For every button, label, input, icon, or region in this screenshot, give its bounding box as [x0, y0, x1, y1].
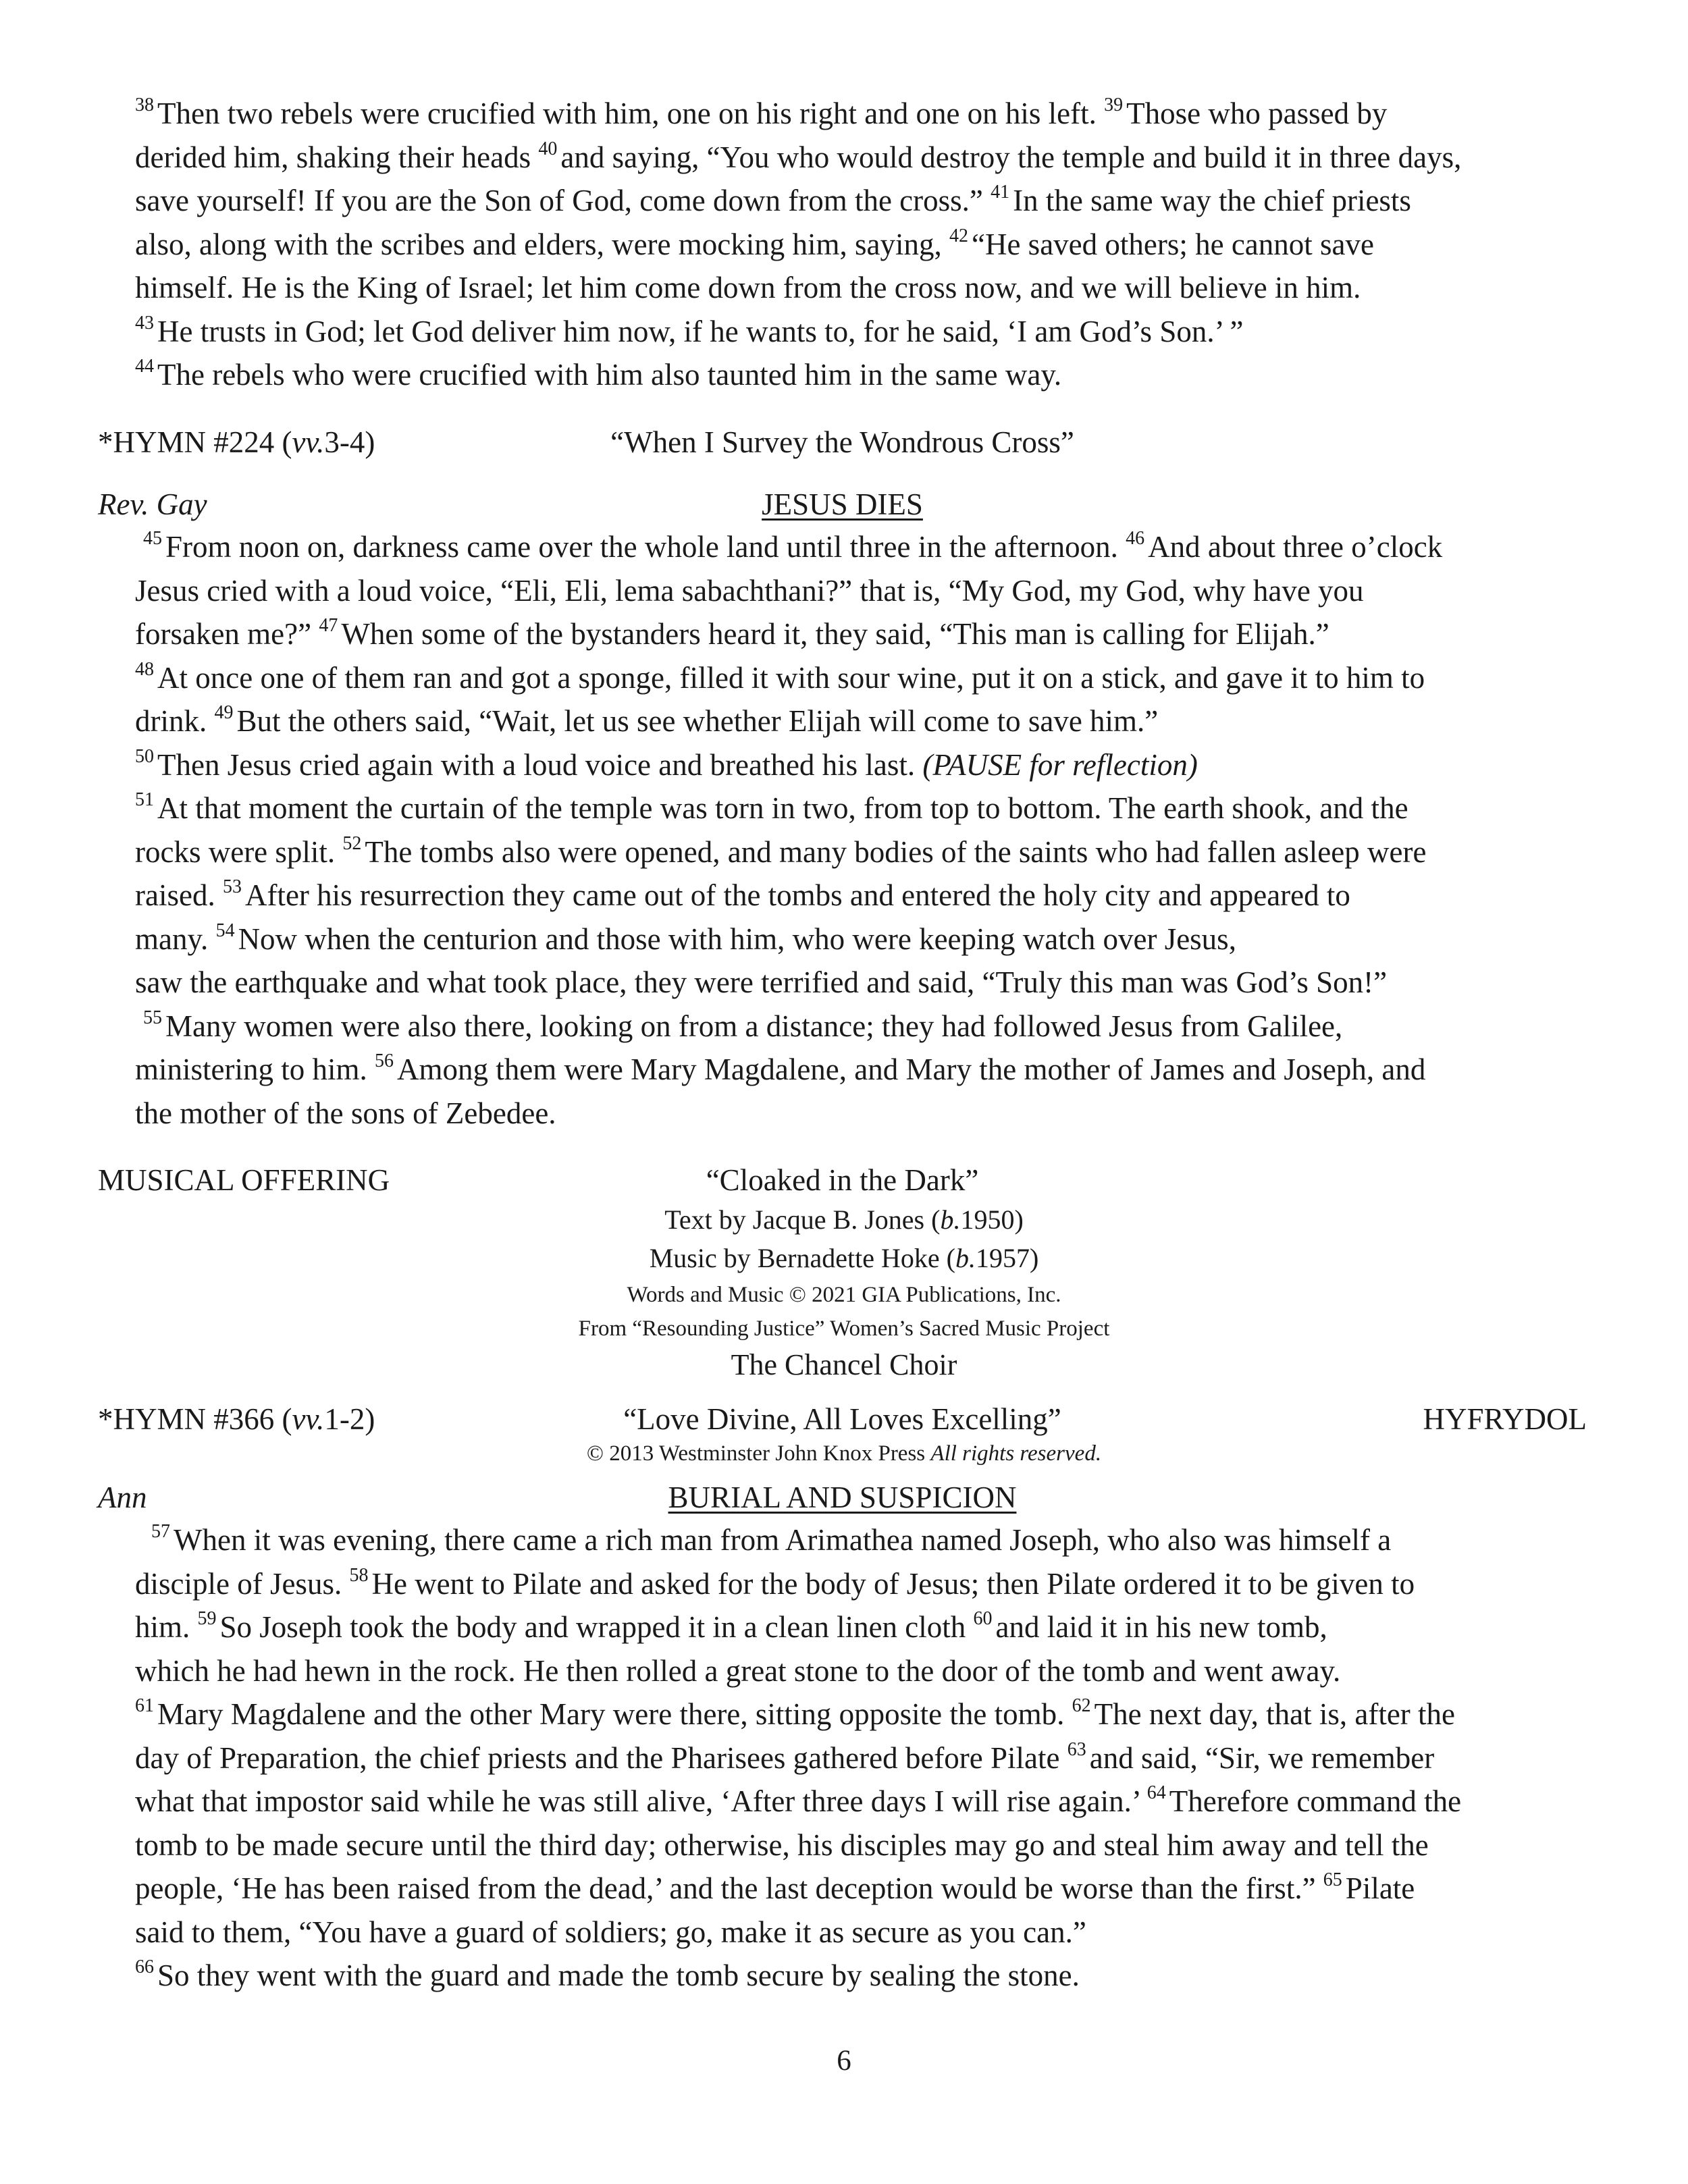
verse-line [135, 1780, 1461, 1823]
verse-line [135, 1649, 1340, 1693]
verse-text: people, ‘He has been raised from the dead,’ and the last deception would be worse than the first.” [135, 1871, 1323, 1905]
verse-text: When some of the bystanders heard it, they said, “This man is calling for Elijah.” [341, 617, 1329, 651]
verse-number: 66 [135, 1956, 154, 1977]
verse-text: drink. [135, 704, 215, 738]
verse-line [135, 92, 1387, 136]
verse-number: 64 [1146, 1782, 1166, 1803]
verse-text: the mother of the sons of Zebedee. [135, 1096, 556, 1130]
verse-line [135, 656, 1425, 700]
verse-number: 60 [973, 1608, 993, 1629]
verse-number: 48 [135, 658, 154, 680]
verse-line [135, 1048, 1425, 1092]
verse-line [135, 569, 1364, 613]
verse-number: 47 [319, 615, 338, 636]
verse-text: rocks were split. [135, 834, 343, 869]
verse-line [135, 1693, 1455, 1736]
verse-number: 51 [135, 789, 154, 810]
verse-text: and saying, “You who would destroy the temple and build it in three days, [560, 140, 1462, 174]
hymn-366-title: “Love Divine, All Loves Excelling” [623, 1402, 1061, 1436]
hymn-366-copyright: © 2013 Westminster John Knox Press All rights reserved. [586, 1441, 1102, 1466]
verse-number: 58 [349, 1564, 369, 1586]
verse-text: which he had hewn in the rock. He then rolled a great stone to the door of the tomb and went away. [135, 1653, 1341, 1688]
verse-text: also, along with the scribes and elders, were mocking him, saying, [135, 227, 949, 261]
verse-text: Pilate [1345, 1871, 1415, 1905]
verse-text: said to them, “You have a guard of soldiers; go, make it as secure as you can.” [135, 1915, 1086, 1949]
verse-line [135, 1736, 1434, 1780]
verse-text: Mary Magdalene and the other Mary were there, sitting opposite the tomb. [157, 1697, 1072, 1731]
verse-text: He trusts in God; let God deliver him now, if he wants to, for he said, ‘I am God’s Son.’ ” [157, 314, 1244, 348]
verse-text: forsaken me?” [135, 617, 319, 651]
musical-offering-title: “Cloaked in the Dark” [706, 1163, 979, 1197]
verse-line [135, 612, 1329, 656]
verse-text: and laid it in his new tomb, [995, 1610, 1327, 1644]
verse-text: “He saved others; he cannot save [971, 227, 1374, 261]
burial-header [98, 1476, 1587, 1519]
verse-text: many. [135, 922, 216, 956]
verse-text: Therefore command the [1169, 1784, 1462, 1818]
verse-text: raised. [135, 878, 223, 912]
verse-number: 38 [135, 95, 154, 115]
verse-number: 40 [538, 138, 558, 159]
verse-text: disciple of Jesus. [135, 1566, 350, 1601]
verse-line [135, 699, 1158, 743]
reader-name: Ann [98, 1481, 147, 1514]
verse-line [135, 787, 1408, 830]
verse-number: 50 [135, 745, 154, 767]
verse-text: day of Preparation, the chief priests and the Pharisees gathered before Pilate [135, 1740, 1067, 1775]
verse-text: Jesus cried with a loud voice, “Eli, Eli, lema sabachthani?” that is, “My God, my God, why have you [135, 573, 1364, 608]
verse-text: save yourself! If you are the Son of God, come down from the cross.” [135, 184, 991, 217]
music-source: From “Resounding Justice” Women’s Sacred Music Project [578, 1316, 1110, 1341]
rubric-text: (PAUSE for reflection) [922, 747, 1198, 782]
verse-number: 41 [991, 182, 1010, 203]
verse-number: 55 [143, 1007, 162, 1028]
verse-number: 44 [135, 356, 154, 377]
verse-text: what that impostor said while he was still alive, ‘After three days I will rise again.’ [135, 1784, 1147, 1818]
section-heading: BURIAL AND SUSPICION [668, 1481, 1017, 1514]
verse-number: 39 [1104, 95, 1124, 115]
hymn-224-label: *HYMN #224 (vv.3-4) [98, 425, 375, 459]
verse-text: At that moment the curtain of the temple was torn in two, from top to bottom. The earth shook, and the [157, 791, 1408, 825]
verse-text: tomb to be made secure until the third day; otherwise, his disciples may go and steal him away and tell the [135, 1828, 1429, 1862]
music-credit: Music by Bernadette Hoke (b.1957) [649, 1243, 1039, 1273]
verse-number: 42 [949, 225, 968, 246]
verse-line [151, 1518, 1391, 1562]
hymn-224-row [98, 421, 1587, 464]
verse-line [135, 1823, 1429, 1867]
verse-text: The next day, that is, after the [1094, 1697, 1455, 1731]
verse-number: 46 [1126, 528, 1145, 549]
verse-text: So Joseph took the body and wrapped it in a clean linen cloth [219, 1610, 974, 1644]
music-copyright: Words and Music © 2021 GIA Publications, Inc. [627, 1283, 1061, 1307]
verse-number: 45 [143, 528, 162, 549]
verse-line [143, 525, 1442, 569]
verse-line [135, 353, 1061, 397]
jesus-dies-header [98, 483, 1587, 526]
verse-number: 52 [342, 832, 362, 854]
verse-text: When it was evening, there came a rich man from Arimathea named Joseph, who also was himself a [174, 1523, 1392, 1557]
text-credit: Text by Jacque B. Jones (b.1950) [664, 1204, 1024, 1235]
performer: The Chancel Choir [731, 1348, 957, 1381]
reader-name: Rev. Gay [98, 487, 207, 521]
verse-number: 43 [135, 312, 154, 334]
verse-number: 56 [375, 1050, 394, 1071]
verse-line [135, 1954, 1080, 1998]
hymn-366-label: *HYMN #366 (vv.1-2) [98, 1402, 375, 1436]
verse-number: 63 [1067, 1738, 1086, 1760]
verse-text: In the same way the chief priests [1013, 184, 1411, 217]
verse-number: 57 [151, 1521, 170, 1542]
verse-text: Then Jesus cried again with a loud voice and breathed his last. [157, 747, 923, 782]
verse-text: At once one of them ran and got a sponge, filled it with sour wine, put it on a stick, and gave it to him to [157, 660, 1425, 695]
verse-text: The rebels who were crucified with him also taunted him in the same way. [157, 358, 1062, 392]
verse-line [135, 136, 1461, 180]
verse-number: 62 [1072, 1695, 1091, 1716]
verse-line [135, 1605, 1327, 1649]
verse-line [135, 961, 1387, 1005]
verse-text: ministering to him. [135, 1053, 375, 1086]
hymn-224-title: “When I Survey the Wondrous Cross” [610, 425, 1074, 459]
verse-number: 59 [197, 1608, 217, 1629]
verse-text: The tombs also were opened, and many bodies of the saints who had fallen asleep were [365, 834, 1427, 869]
verse-number: 53 [222, 876, 242, 897]
verse-line [135, 1867, 1415, 1911]
musical-offering-row [98, 1158, 1587, 1202]
verse-number: 49 [214, 702, 234, 723]
page-number: 6 [837, 2045, 851, 2077]
verse-text: and said, “Sir, we remember [1089, 1740, 1435, 1775]
verse-text: Among them were Mary Magdalene, and Mary the mother of James and Joseph, and [397, 1053, 1426, 1086]
verse-text: From noon on, darkness came over the whole land until three in the afternoon. [165, 530, 1126, 564]
verse-line [135, 266, 1361, 310]
verse-text: Those who passed by [1126, 97, 1388, 130]
verse-line [135, 1092, 556, 1136]
section-heading: JESUS DIES [762, 487, 923, 521]
verse-number: 61 [135, 1695, 154, 1716]
verse-line [135, 310, 1243, 354]
verse-text: derided him, shaking their heads [135, 140, 539, 174]
verse-text: After his resurrection they came out of the tombs and entered the holy city and appeared to [244, 878, 1350, 912]
verse-text: So they went with the guard and made the tomb secure by sealing the stone. [157, 1959, 1080, 1992]
verse-number: 54 [215, 920, 235, 941]
verse-text: Many women were also there, looking on from a distance; they had followed Jesus from Galilee, [165, 1009, 1343, 1043]
verse-line [135, 179, 1411, 223]
verse-text: He went to Pilate and asked for the body of Jesus; then Pilate ordered it to be given to [371, 1566, 1415, 1601]
verse-line [135, 874, 1350, 917]
hymn-366-row [98, 1397, 1587, 1441]
musical-offering-label: MUSICAL OFFERING [98, 1163, 390, 1197]
verse-text: saw the earthquake and what took place, they were terrified and said, “Truly this man was God’s Son!” [135, 965, 1388, 999]
verse-text: But the others said, “Wait, let us see whether Elijah will come to save him.” [236, 704, 1159, 738]
verse-line [135, 830, 1426, 874]
verse-number: 65 [1323, 1869, 1342, 1890]
verse-text: And about three o’clock [1148, 530, 1443, 564]
verse-line [135, 223, 1374, 267]
hymn-tune-name: HYFRYDOL [1423, 1402, 1587, 1436]
verse-line [135, 1562, 1415, 1606]
verse-line [135, 1911, 1086, 1954]
verse-line [135, 917, 1236, 961]
verse-text: himself. He is the King of Israel; let him come down from the cross now, and we will believe in him. [135, 271, 1361, 304]
verse-text: Now when the centurion and those with him, who were keeping watch over Jesus, [238, 922, 1236, 956]
verse-line [135, 743, 1198, 787]
verse-line [143, 1005, 1342, 1048]
verse-text: him. [135, 1610, 198, 1644]
verse-text: Then two rebels were crucified with him, one on his right and one on his left. [157, 97, 1105, 130]
